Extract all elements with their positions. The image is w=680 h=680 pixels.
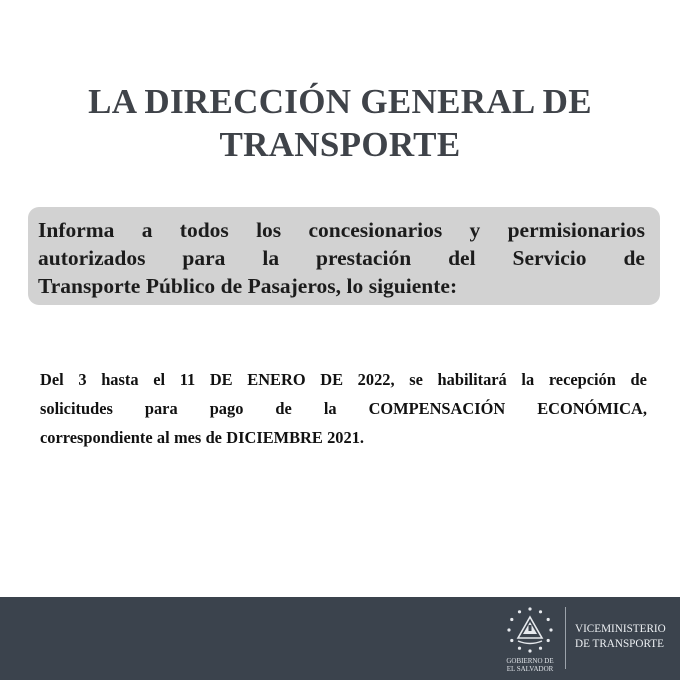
- word: prestación: [316, 246, 412, 270]
- announcement-text: [40, 365, 647, 452]
- ministry-label-line-1: VICEMINISTERIO: [575, 623, 666, 635]
- word: Público: [145, 274, 216, 298]
- word: del: [448, 246, 476, 270]
- word: de: [275, 399, 292, 418]
- word: todos: [179, 218, 229, 242]
- word: 11: [179, 370, 196, 389]
- word: siguiente:: [368, 274, 458, 298]
- word: Servicio: [512, 246, 587, 270]
- announcement-line-3: [40, 423, 647, 452]
- government-label: [496, 657, 564, 673]
- title-line-2: TRANSPORTE: [219, 125, 461, 164]
- page-title: [0, 80, 680, 166]
- ministry-label-line-2: DE TRANSPORTE: [575, 638, 664, 650]
- footer-divider: [565, 607, 566, 669]
- word: el: [153, 370, 166, 389]
- word: autorizados: [38, 246, 146, 270]
- notice-box: [28, 207, 660, 305]
- word: 3: [78, 370, 87, 389]
- word: Pasajeros,: [247, 274, 341, 298]
- word: a: [141, 218, 153, 242]
- word: solicitudes: [40, 399, 113, 418]
- word: recepción: [548, 370, 616, 389]
- word: pago: [209, 399, 244, 418]
- word: Del: [40, 370, 64, 389]
- footer-bar: [0, 597, 680, 680]
- word: DE: [320, 370, 344, 389]
- word: de: [623, 246, 645, 270]
- word: DICIEMBRE: [226, 428, 323, 447]
- word: los: [256, 218, 282, 242]
- word: Informa: [38, 218, 115, 242]
- word: correspondiente: [40, 428, 153, 447]
- gov-label-line-1: GOBIERNO DE: [506, 657, 554, 665]
- notice-line-2: [38, 244, 645, 272]
- word: DE: [209, 370, 233, 389]
- word: la: [262, 246, 280, 270]
- word: y: [469, 218, 481, 242]
- notice-line-3: [38, 272, 645, 300]
- word: de: [630, 370, 647, 389]
- word: Transporte: [38, 274, 141, 298]
- gov-label-line-2: EL SALVADOR: [506, 665, 554, 673]
- word: concesionarios: [308, 218, 443, 242]
- word: habilitará: [437, 370, 507, 389]
- word: de: [205, 428, 222, 447]
- word: de: [220, 274, 243, 298]
- announcement-line-2: [40, 394, 647, 423]
- word: para: [182, 246, 226, 270]
- word: la: [521, 370, 535, 389]
- notice-line-1: [38, 216, 645, 244]
- word: la: [323, 399, 337, 418]
- word: hasta: [101, 370, 139, 389]
- word: COMPENSACIÓN: [368, 399, 506, 418]
- announcement-line-1: [40, 365, 647, 394]
- word: al: [156, 428, 170, 447]
- word: permisionarios: [507, 218, 645, 242]
- word: ENERO: [247, 370, 306, 389]
- word: mes: [173, 428, 202, 447]
- word: 2022,: [357, 370, 395, 389]
- word: lo: [346, 274, 364, 298]
- word: ECONÓMICA,: [537, 399, 647, 418]
- ministry-label: [575, 622, 666, 652]
- title-line-1: LA DIRECCIÓN GENERAL DE: [88, 82, 592, 121]
- word: para: [144, 399, 178, 418]
- word: se: [409, 370, 423, 389]
- word: 2021.: [327, 428, 364, 447]
- coat-of-arms-icon: [505, 605, 555, 655]
